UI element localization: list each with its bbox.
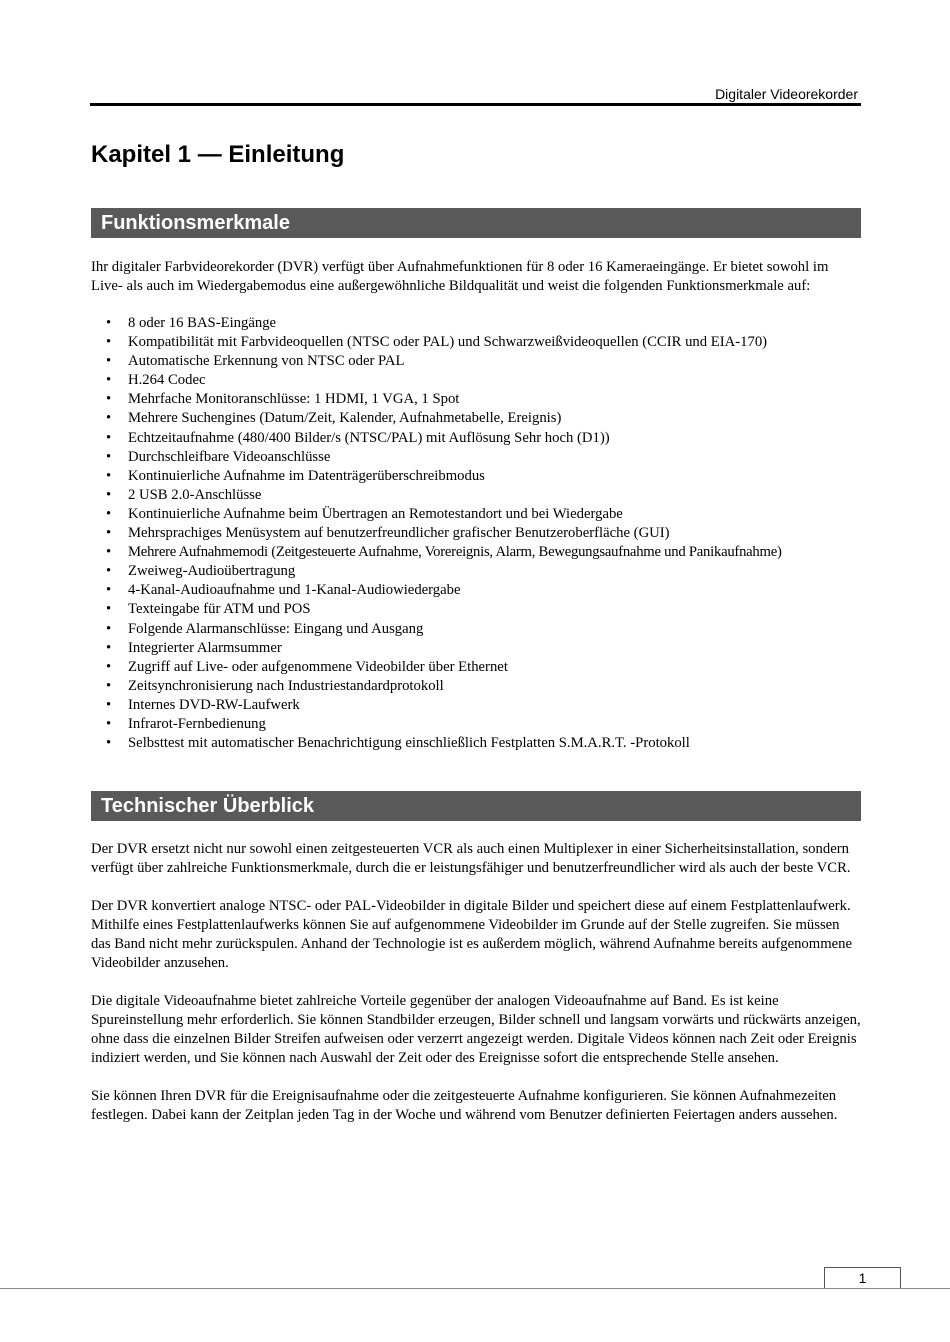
feature-list-item: • Zweiweg-Audioübertragung xyxy=(91,562,871,581)
feature-list-item: • H.264 Codec xyxy=(91,371,871,390)
section-heading-overview: Technischer Überblick xyxy=(91,791,861,821)
feature-list-item: • Automatische Erkennung von NTSC oder PAL xyxy=(91,352,871,371)
feature-list-item: • Mehrere Suchengines (Datum/Zeit, Kalender, Aufnahmetabelle, Ereignis) xyxy=(91,409,871,428)
feature-list-item: • Zugriff auf Live- oder aufgenommene Videobilder über Ethernet xyxy=(91,658,871,677)
overview-paragraph: Sie können Ihren DVR für die Ereignisaufnahme oder die zeitgesteuerte Aufnahme konfigurieren. Sie können Aufnahmezeiten festlegen. Dabei kann der Zeitplan jeden Tag in der Woche und während vom Benutzer definierten Feiertagen anders aussehen. xyxy=(91,1088,838,1123)
feature-list-item: • Mehrfache Monitoranschlüsse: 1 HDMI, 1 VGA, 1 Spot xyxy=(91,390,871,409)
feature-list-item: • 8 oder 16 BAS-Eingänge xyxy=(91,314,871,333)
feature-list-item: • 4-Kanal-Audioaufnahme und 1-Kanal-Audiowiedergabe xyxy=(91,581,871,600)
feature-list-item: • Internes DVD-RW-Laufwerk xyxy=(91,696,871,715)
overview-paragraph: Der DVR konvertiert analoge NTSC- oder PAL-Videobilder in digitale Bilder und speichert diese auf einem Festplattenlaufwerk. Mithilfe eines Festplattenlaufwerks können Sie auf aufgenommene Videobilder im Grunde auf der Stelle zugreifen. Sie müssen das Band nicht mehr zurückspulen. Anhand der Technologie ist es außerdem möglich, während Aufnahme bereits aufgenommene Videobilder anzusehen. xyxy=(91,898,853,971)
feature-list-item: • Echtzeitaufnahme (480/400 Bilder/s (NTSC/PAL) mit Auflösung Sehr hoch (D1)) xyxy=(91,429,871,448)
feature-list-item: • Infrarot-Fernbedienung xyxy=(91,715,871,734)
overview-paragraph: Der DVR ersetzt nicht nur sowohl einen zeitgesteuerten VCR als auch einen Multiplexer in einer Sicherheitsinstallation, sondern verfügt über zahlreiche Funktionsmerkmale, durch die er leistungsfähiger und benutzerfreundlicher wird als auch der beste VCR. xyxy=(91,841,851,876)
feature-list-item: • Kompatibilität mit Farbvideoquellen (NTSC oder PAL) und Schwarzweißvideoquellen (CCIR und EIA-170) xyxy=(91,333,871,352)
feature-list-item: • Durchschleifbare Videoanschlüsse xyxy=(91,448,871,467)
feature-list-item: • Folgende Alarmanschlüsse: Eingang und Ausgang xyxy=(91,620,871,639)
feature-list-item: • Zeitsynchronisierung nach Industriestandardprotokoll xyxy=(91,677,871,696)
feature-list-item: • Integrierter Alarmsummer xyxy=(91,639,871,658)
feature-list xyxy=(91,314,871,753)
chapter-title: Kapitel 1 — Einleitung xyxy=(91,141,345,168)
feature-list-item: • Texteingabe für ATM und POS xyxy=(91,600,871,619)
running-header: Digitaler Videorekorder xyxy=(715,86,858,102)
feature-list-item: • 2 USB 2.0-Anschlüsse xyxy=(91,486,871,505)
feature-list-item: • Mehrsprachiges Menüsystem auf benutzerfreundlicher grafischer Benutzeroberfläche (GUI) xyxy=(91,524,871,543)
feature-list-item: • Kontinuierliche Aufnahme beim Übertragen an Remotestandort und bei Wiedergabe xyxy=(91,505,871,524)
feature-list-item: • Selbsttest mit automatischer Benachrichtigung einschließlich Festplatten S.M.A.R.T. -Protokoll xyxy=(91,734,871,753)
overview-paragraph: Die digitale Videoaufnahme bietet zahlreiche Vorteile gegenüber der analogen Videoaufnahme auf Band. Es ist keine Spureinstellung mehr erforderlich. Sie können Standbilder erzeugen, Bilder schnell und langsam vorwärts und rückwärts anzeigen, ohne dass die einzelnen Bilder Streifen aufweisen oder verzerrt angezeigt werden. Digitale Videos können nach Zeit oder Ereignis indiziert werden, und Sie können nach Auswahl der Zeit oder des Ereignisse sofort die entsprechende Stelle ansehen. xyxy=(91,993,861,1066)
section-heading-features: Funktionsmerkmale xyxy=(91,208,861,238)
feature-list-item: • Mehrere Aufnahmemodi (Zeitgesteuerte Aufnahme, Vorereignis, Alarm, Bewegungsaufnahme und Panikaufnahme) xyxy=(91,543,871,562)
header-rule xyxy=(90,103,861,106)
footer-rule xyxy=(0,1288,950,1289)
overview-body xyxy=(91,840,861,1144)
page-number: 1 xyxy=(824,1267,901,1289)
feature-list-item: • Kontinuierliche Aufnahme im Datenträgerüberschreibmodus xyxy=(91,467,871,486)
features-intro-paragraph: Ihr digitaler Farbvideorekorder (DVR) verfügt über Aufnahmefunktionen für 8 oder 16 Kameraeingänge. Er bietet sowohl im Live- als auch im Wiedergabemodus eine außergewöhnliche Bildqualität und weist die folgenden Funktionsmerkmale auf: xyxy=(91,259,829,294)
